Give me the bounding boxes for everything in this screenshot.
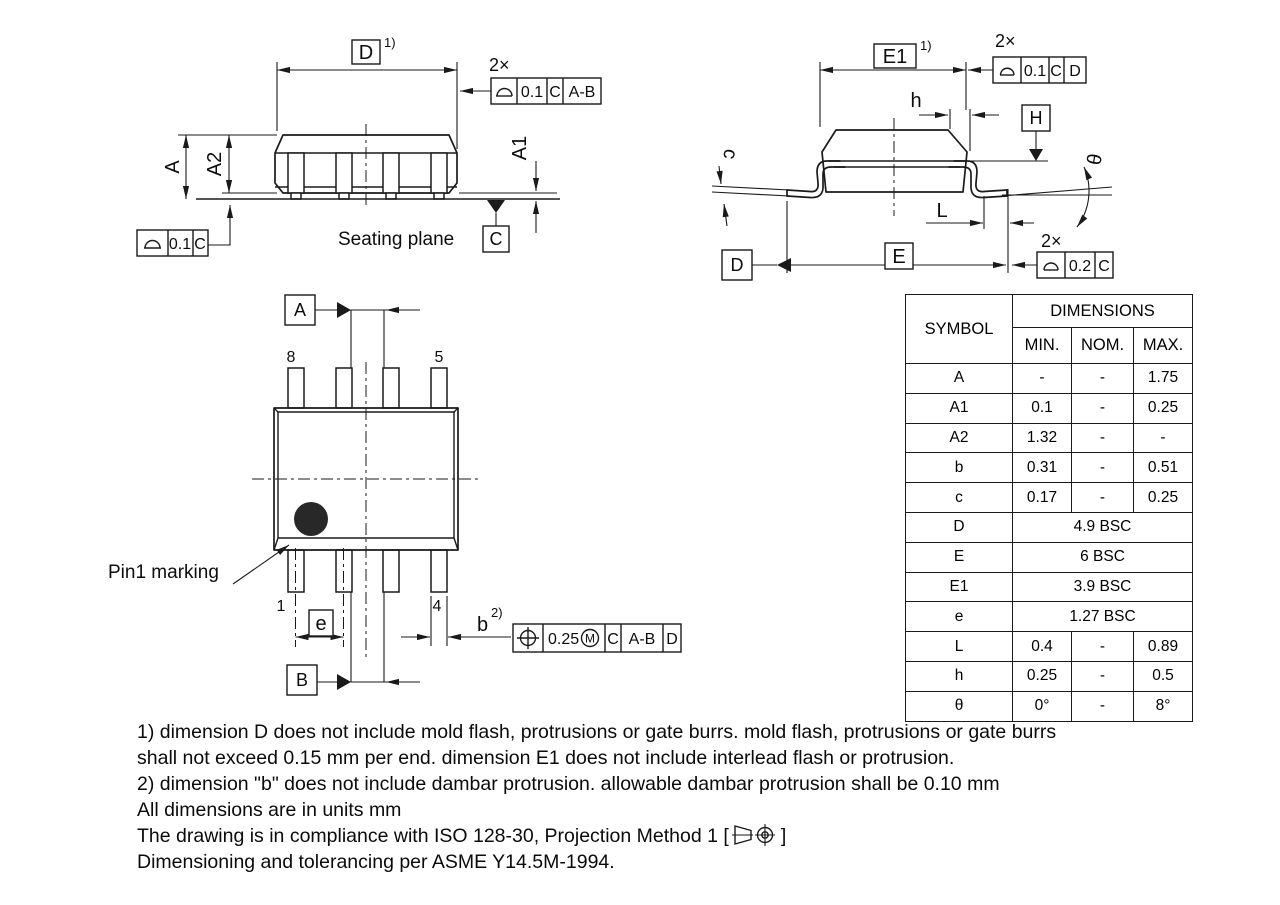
- dim-h-label: h: [910, 90, 922, 112]
- datum-triangle-icon: [337, 674, 351, 690]
- first-angle-projection-icon: [731, 823, 779, 847]
- min-cell: 0.17: [1013, 483, 1072, 513]
- dim-a-label: A: [162, 160, 184, 174]
- fcf-position: [513, 624, 681, 652]
- note-2: 2) dimension "b" does not include dambar protrusion. allowable dambar protrusion shall be 0.10 mm: [137, 773, 1000, 795]
- max-cell: 1.75: [1134, 364, 1193, 394]
- symbol-cell: A1: [906, 393, 1013, 423]
- fcf-profile-bottom-left: [137, 230, 208, 256]
- symbol-cell: A: [906, 364, 1013, 394]
- min-cell: 0.31: [1013, 453, 1072, 483]
- dim-e-label: E: [892, 246, 906, 268]
- datum-triangle-icon: [487, 200, 505, 213]
- fcf-datum-1: C: [549, 84, 561, 101]
- pin4-number: 4: [432, 598, 442, 615]
- fcf-tolerance: 0.25: [548, 631, 580, 648]
- min-cell: 0.4: [1013, 632, 1072, 662]
- nom-cell: -: [1072, 453, 1134, 483]
- datum-b-label: B: [295, 670, 309, 690]
- symbol-cell: e: [906, 602, 1013, 632]
- table-header-dimensions: DIMENSIONS: [1013, 295, 1193, 328]
- dim-b-note-ref: 2): [491, 605, 503, 620]
- min-cell: 0.1: [1013, 393, 1072, 423]
- fcf-tolerance: 0.1: [1023, 63, 1047, 80]
- dim-d-label: D: [358, 42, 374, 64]
- fcf-tolerance: 0.1: [520, 84, 544, 101]
- datum-a-indicator: [285, 295, 420, 368]
- min-cell: 1.32: [1013, 423, 1072, 453]
- table-row: [906, 453, 1193, 483]
- symbol-cell: A2: [906, 423, 1013, 453]
- dim-e-pitch-label: e: [315, 613, 327, 635]
- fcf-datum-1: C: [1098, 258, 1110, 275]
- dim-d-boxed-label: [352, 35, 396, 64]
- bsc-value-cell: 1.27 BSC: [1013, 602, 1193, 632]
- nom-cell: -: [1072, 632, 1134, 662]
- dim-b-label: b: [477, 614, 489, 636]
- min-cell: 0.25: [1013, 661, 1072, 691]
- table-header-max: MAX.: [1134, 328, 1193, 364]
- fcf-profile-top-right: [993, 57, 1086, 83]
- datum-a-label: A: [293, 300, 307, 320]
- nom-cell: -: [1072, 483, 1134, 513]
- table-row: [906, 632, 1193, 662]
- max-cell: 8°: [1134, 691, 1193, 721]
- pin1-marking-label: Pin1 marking: [108, 562, 219, 583]
- note-1-line-1: 1) dimension D does not include mold flash, protrusions or gate burrs. mold flash, protrusions or gate burrs: [137, 721, 1057, 743]
- dim-a2-label: A2: [204, 151, 226, 177]
- dim-l-label: L: [936, 200, 948, 222]
- count-2x-top-left: 2×: [489, 55, 510, 75]
- side-view-package-body: [275, 135, 457, 199]
- dim-e1-note-ref: 1): [920, 38, 932, 53]
- symbol-cell: E1: [906, 572, 1013, 602]
- dim-e1-label: E1: [882, 46, 908, 68]
- seating-plane-label: Seating plane: [338, 229, 455, 250]
- nom-cell: -: [1072, 393, 1134, 423]
- pin1-marking-leader: [233, 545, 289, 584]
- pin1-number: 1: [276, 598, 286, 615]
- table-row: [906, 661, 1193, 691]
- max-cell: 0.25: [1134, 393, 1193, 423]
- dim-e1-boxed-label: [874, 38, 932, 68]
- pin8-number: 8: [286, 349, 296, 366]
- bsc-value-cell: 6 BSC: [1013, 542, 1193, 572]
- fcf-datum-1: C: [194, 236, 206, 253]
- dim-e-pitch: [296, 610, 344, 637]
- symbol-cell: L: [906, 632, 1013, 662]
- count-2x-bottom-right: 2×: [1041, 231, 1062, 251]
- fcf-datum-1: C: [607, 631, 619, 648]
- max-cell: 0.51: [1134, 453, 1193, 483]
- end-view-drawing: [712, 31, 1113, 280]
- min-cell: -: [1013, 364, 1072, 394]
- table-row: [906, 512, 1193, 542]
- dim-a1-label: A1: [509, 135, 531, 161]
- table-row: [906, 572, 1193, 602]
- nom-cell: -: [1072, 661, 1134, 691]
- datum-b-indicator: [287, 592, 420, 695]
- min-cell: 0°: [1013, 691, 1072, 721]
- table-header-symbol: SYMBOL: [906, 295, 1013, 364]
- nom-cell: -: [1072, 364, 1134, 394]
- fcf-datum-2: A-B: [568, 84, 596, 101]
- fcf-tolerance: 0.2: [1068, 258, 1092, 275]
- fcf-tolerance: 0.1: [168, 236, 192, 253]
- bsc-value-cell: 4.9 BSC: [1013, 512, 1193, 542]
- table-row: [906, 602, 1193, 632]
- max-cell: -: [1134, 423, 1193, 453]
- note-compliance-text: The drawing is in compliance with ISO 128-30, Projection Method 1 [: [137, 825, 729, 847]
- mmc-modifier-letter: M: [585, 631, 595, 646]
- datum-triangle-icon: [337, 302, 351, 318]
- datum-h-indicator: [1022, 105, 1050, 161]
- symbol-cell: h: [906, 661, 1013, 691]
- symbol-cell: θ: [906, 691, 1013, 721]
- table-header-min: MIN.: [1013, 328, 1072, 364]
- dimensions-table: [905, 294, 1193, 722]
- table-row: [906, 483, 1193, 513]
- dim-theta-label: θ: [1081, 151, 1105, 167]
- nom-cell: -: [1072, 691, 1134, 721]
- note-tolerancing: Dimensioning and tolerancing per ASME Y14.5M-1994.: [137, 851, 615, 873]
- count-2x-top-right: 2×: [995, 31, 1016, 51]
- dim-c-label: c: [718, 147, 742, 161]
- top-view-drawing: [108, 295, 681, 695]
- side-view-drawing: [137, 35, 601, 256]
- fcf-datum-2: A-B: [628, 631, 656, 648]
- datum-triangle-icon: [777, 258, 791, 272]
- symbol-cell: E: [906, 542, 1013, 572]
- max-cell: 0.25: [1134, 483, 1193, 513]
- symbol-cell: D: [906, 512, 1013, 542]
- datum-triangle-icon: [1029, 149, 1043, 161]
- max-cell: 0.5: [1134, 661, 1193, 691]
- note-compliance: [137, 823, 1177, 849]
- table-row: [906, 423, 1193, 453]
- max-cell: 0.89: [1134, 632, 1193, 662]
- datum-c-label: C: [489, 229, 503, 249]
- fcf-datum-2: D: [1069, 63, 1081, 80]
- notes-block: [137, 719, 1177, 875]
- fcf-datum-3: D: [666, 631, 678, 648]
- table-header-nom: NOM.: [1072, 328, 1134, 364]
- fcf-datum-1: C: [1050, 63, 1062, 80]
- symbol-cell: c: [906, 483, 1013, 513]
- table-row: [906, 542, 1193, 572]
- pin1-marking-dot: [294, 502, 328, 536]
- dim-e-boxed-label: [885, 243, 913, 269]
- datum-h-label: H: [1029, 108, 1043, 128]
- fcf-profile-bottom-right: [1037, 252, 1113, 278]
- nom-cell: -: [1072, 423, 1134, 453]
- note-units: All dimensions are in units mm: [137, 799, 402, 821]
- pin5-number: 5: [434, 349, 444, 366]
- symbol-cell: b: [906, 453, 1013, 483]
- table-row: [906, 364, 1193, 394]
- fcf-profile-top-left: [491, 78, 601, 104]
- note-compliance-bracket: ]: [780, 825, 787, 847]
- table-row: [906, 691, 1193, 721]
- dim-d-note-ref: 1): [384, 35, 396, 50]
- dim-b-lead-width: [401, 596, 511, 646]
- datum-c-indicator: [483, 200, 509, 252]
- table-row: [906, 393, 1193, 423]
- bsc-value-cell: 3.9 BSC: [1013, 572, 1193, 602]
- note-1-line-2: shall not exceed 0.15 mm per end. dimension E1 does not include interlead flash or protrusion.: [137, 747, 955, 769]
- datum-d-label: D: [730, 255, 744, 275]
